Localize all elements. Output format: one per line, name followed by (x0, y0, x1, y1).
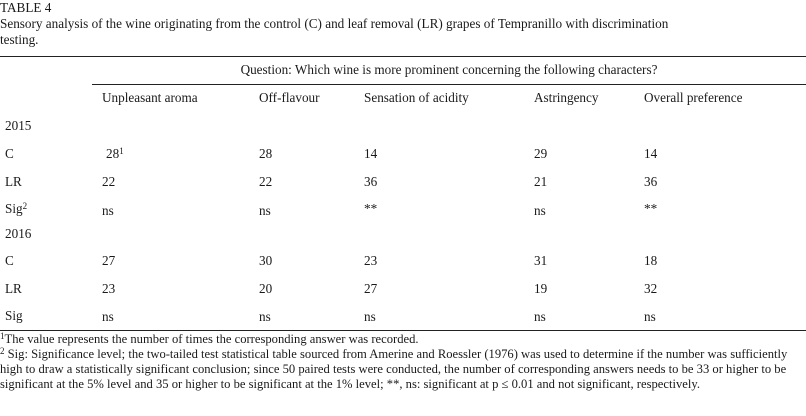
table-cell: ns (259, 203, 271, 218)
year-label-2015: 2015 (5, 118, 32, 133)
row-label: Sig$^2$ (5, 201, 28, 216)
table-cell: ns (364, 309, 376, 324)
table-cell: ns (102, 309, 114, 324)
table-cell: ns (102, 203, 114, 218)
table-cell: 27 (364, 281, 378, 296)
col-header-off-flavour: Off-flavour (259, 90, 320, 105)
row-label: C (5, 146, 14, 161)
caption-text-line1: Sensory analysis of the wine originating from the control (C) and leaf removal (LR) grapes of Tempranillo with discrimination (0, 16, 669, 31)
table-label: TABLE 4 (0, 0, 52, 15)
table-cell: 29 (534, 146, 548, 161)
table-cell: ns (259, 309, 271, 324)
table-cell: 31 (534, 253, 548, 268)
year-label-2016: 2016 (5, 226, 32, 241)
table-cell: 22 (102, 174, 116, 189)
table-cell: 21 (534, 174, 548, 189)
table-cell: ns (534, 203, 546, 218)
footnote-ref-2: 2 (22, 201, 28, 211)
col-header-astringency: Astringency (534, 90, 599, 105)
question-rule (92, 84, 806, 85)
table-cell: 36 (644, 174, 658, 189)
table-cell: 30 (259, 253, 273, 268)
table-cell: ns (534, 309, 546, 324)
table-cell: 27 (102, 253, 116, 268)
table-cell: 14 (364, 146, 378, 161)
table-cell: ** (364, 201, 378, 216)
table-cell: 23 (364, 253, 378, 268)
footnotes (0, 332, 806, 392)
footnote-ref-1: 1 (119, 146, 124, 156)
col-header-unpleasant-aroma: Unpleasant aroma (102, 90, 198, 105)
row-label: LR (5, 281, 22, 296)
table-cell: 22 (259, 174, 273, 189)
row-label: LR (5, 174, 22, 189)
table-cell: 19 (534, 281, 548, 296)
table-cell: 23 (102, 281, 116, 296)
footnote-1: $^1$The value represents the number of times the corresponding answer was recorded. (0, 331, 419, 346)
top-rule (0, 56, 806, 57)
bottom-rule (0, 330, 806, 331)
table-cell: 28 (259, 146, 273, 161)
table-cell: 32 (644, 281, 658, 296)
col-header-acidity: Sensation of acidity (364, 90, 469, 105)
table-cell: 20 (259, 281, 273, 296)
table-cell: 18 (644, 253, 658, 268)
caption-text-line2: testing. (0, 32, 39, 47)
col-header-overall-preference: Overall preference (644, 90, 743, 105)
table-cell: ** (644, 201, 658, 216)
table-caption (0, 0, 806, 48)
question-header: Question: Which wine is more prominent concerning the following characters? (240, 62, 658, 77)
table-cell: 36 (364, 174, 378, 189)
row-label: Sig (5, 308, 23, 323)
table-cell: $28^1$ (106, 146, 124, 161)
table-cell: ns (644, 309, 656, 324)
footnote-2: $^2$ Sig: Significance level; the two-tailed test statistical table sourced from Amerine and Roessler (1976) was used to determine if the number was sufficiently high to draw a statistically significant conclusion; since 50 paired tests were conducted, the number of corresponding answers needs to be 33 or higher to be significant at the 5% level and 35 or higher to be significant at the 1% level; **, ns: significant at p ≤ 0.01 and not significant, respectively. (0, 346, 788, 391)
table-cell: 14 (644, 146, 658, 161)
row-label: C (5, 253, 14, 268)
